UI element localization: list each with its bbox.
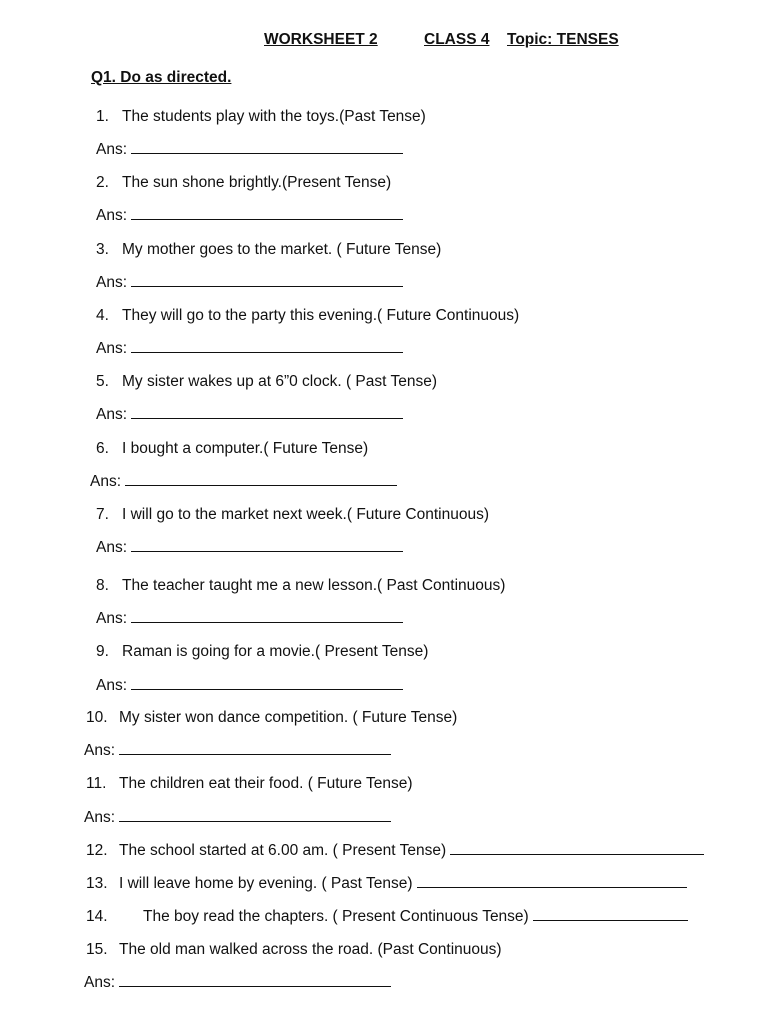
question-6 xyxy=(96,439,368,459)
answer-blank[interactable] xyxy=(131,141,403,154)
question-number: 15. xyxy=(86,941,108,958)
answer-label: Ans: xyxy=(96,141,128,158)
question-10 xyxy=(86,708,457,728)
answer-label: Ans: xyxy=(96,677,128,694)
question-text: The students play with the toys.(Past Tense) xyxy=(122,108,426,125)
question-number: 3. xyxy=(96,241,109,258)
question-text: I will go to the market next week.( Future Continuous) xyxy=(122,506,489,523)
question-number: 12. xyxy=(86,842,108,859)
question-text: I will leave home by evening. ( Past Tense) xyxy=(119,875,413,892)
answer-blank[interactable] xyxy=(131,539,403,552)
question-11 xyxy=(86,774,413,794)
answer-line-15[interactable] xyxy=(84,973,391,993)
answer-blank[interactable] xyxy=(131,677,403,690)
question-9 xyxy=(96,642,428,662)
question-15 xyxy=(86,940,502,960)
answer-blank[interactable] xyxy=(131,406,403,419)
answer-label: Ans: xyxy=(96,274,128,291)
question-13[interactable] xyxy=(86,874,687,894)
question-text: My mother goes to the market. ( Future Tense) xyxy=(122,241,442,258)
answer-line-11[interactable] xyxy=(84,808,391,828)
question-number: 6. xyxy=(96,440,109,457)
question-number: 1. xyxy=(96,108,109,125)
question-1 xyxy=(96,107,426,127)
answer-label: Ans: xyxy=(84,742,116,759)
answer-blank[interactable] xyxy=(125,473,397,486)
answer-line-6[interactable] xyxy=(90,472,397,492)
section-title: Q1. Do as directed. xyxy=(91,69,232,86)
answer-line-1[interactable] xyxy=(96,140,403,160)
answer-blank[interactable] xyxy=(450,842,704,855)
worksheet-header xyxy=(0,31,770,53)
answer-label: Ans: xyxy=(96,539,128,556)
question-number: 14. xyxy=(86,908,108,925)
answer-line-9[interactable] xyxy=(96,676,403,696)
question-4 xyxy=(96,306,519,326)
question-text: Raman is going for a movie.( Present Tense) xyxy=(122,643,429,660)
answer-line-4[interactable] xyxy=(96,339,403,359)
answer-blank[interactable] xyxy=(417,875,687,888)
question-text: The school started at 6.00 am. ( Present Tense) xyxy=(119,842,447,859)
question-text: They will go to the party this evening.( Future Continuous) xyxy=(122,307,520,324)
question-5 xyxy=(96,372,437,392)
question-number: 2. xyxy=(96,174,109,191)
answer-line-8[interactable] xyxy=(96,609,403,629)
question-number: 8. xyxy=(96,577,109,594)
answer-line-2[interactable] xyxy=(96,206,403,226)
question-number: 11. xyxy=(86,775,107,792)
answer-line-5[interactable] xyxy=(96,405,403,425)
answer-label: Ans: xyxy=(96,406,128,423)
worksheet-title: WORKSHEET 2 xyxy=(264,31,378,48)
question-number: 7. xyxy=(96,506,109,523)
question-3 xyxy=(96,240,441,260)
answer-blank[interactable] xyxy=(119,974,391,987)
question-text: The sun shone brightly.(Present Tense) xyxy=(122,174,392,191)
question-12[interactable] xyxy=(86,841,704,861)
answer-blank[interactable] xyxy=(119,742,391,755)
question-number: 13. xyxy=(86,875,108,892)
question-14[interactable] xyxy=(86,907,688,927)
question-7 xyxy=(96,505,489,525)
answer-line-10[interactable] xyxy=(84,741,391,761)
answer-line-3[interactable] xyxy=(96,273,403,293)
answer-label: Ans: xyxy=(84,974,116,991)
question-number: 10. xyxy=(86,709,108,726)
answer-blank[interactable] xyxy=(119,809,391,822)
topic-label: Topic: TENSES xyxy=(507,31,619,48)
question-text: The teacher taught me a new lesson.( Past Continuous) xyxy=(122,577,506,594)
question-number: 4. xyxy=(96,307,109,324)
question-number: 5. xyxy=(96,373,109,390)
answer-blank[interactable] xyxy=(131,207,403,220)
answer-blank[interactable] xyxy=(131,610,403,623)
question-text: My sister won dance competition. ( Future Tense) xyxy=(119,709,458,726)
answer-label: Ans: xyxy=(96,207,128,224)
question-number: 9. xyxy=(96,643,109,660)
class-label: CLASS 4 xyxy=(424,31,490,48)
question-text: The old man walked across the road. (Past Continuous) xyxy=(119,941,502,958)
answer-blank[interactable] xyxy=(131,340,403,353)
answer-blank[interactable] xyxy=(533,908,688,921)
answer-label: Ans: xyxy=(84,809,116,826)
question-text: I bought a computer.( Future Tense) xyxy=(122,440,369,457)
question-text: The children eat their food. ( Future Tense) xyxy=(119,775,413,792)
question-2 xyxy=(96,173,391,193)
question-text: My sister wakes up at 6”0 clock. ( Past Tense) xyxy=(122,373,437,390)
question-text: The boy read the chapters. ( Present Continuous Tense) xyxy=(143,908,529,925)
question-8 xyxy=(96,576,505,596)
answer-label: Ans: xyxy=(96,340,128,357)
answer-line-7[interactable] xyxy=(96,538,403,558)
answer-label: Ans: xyxy=(96,610,128,627)
answer-label: Ans: xyxy=(90,473,122,490)
answer-blank[interactable] xyxy=(131,274,403,287)
